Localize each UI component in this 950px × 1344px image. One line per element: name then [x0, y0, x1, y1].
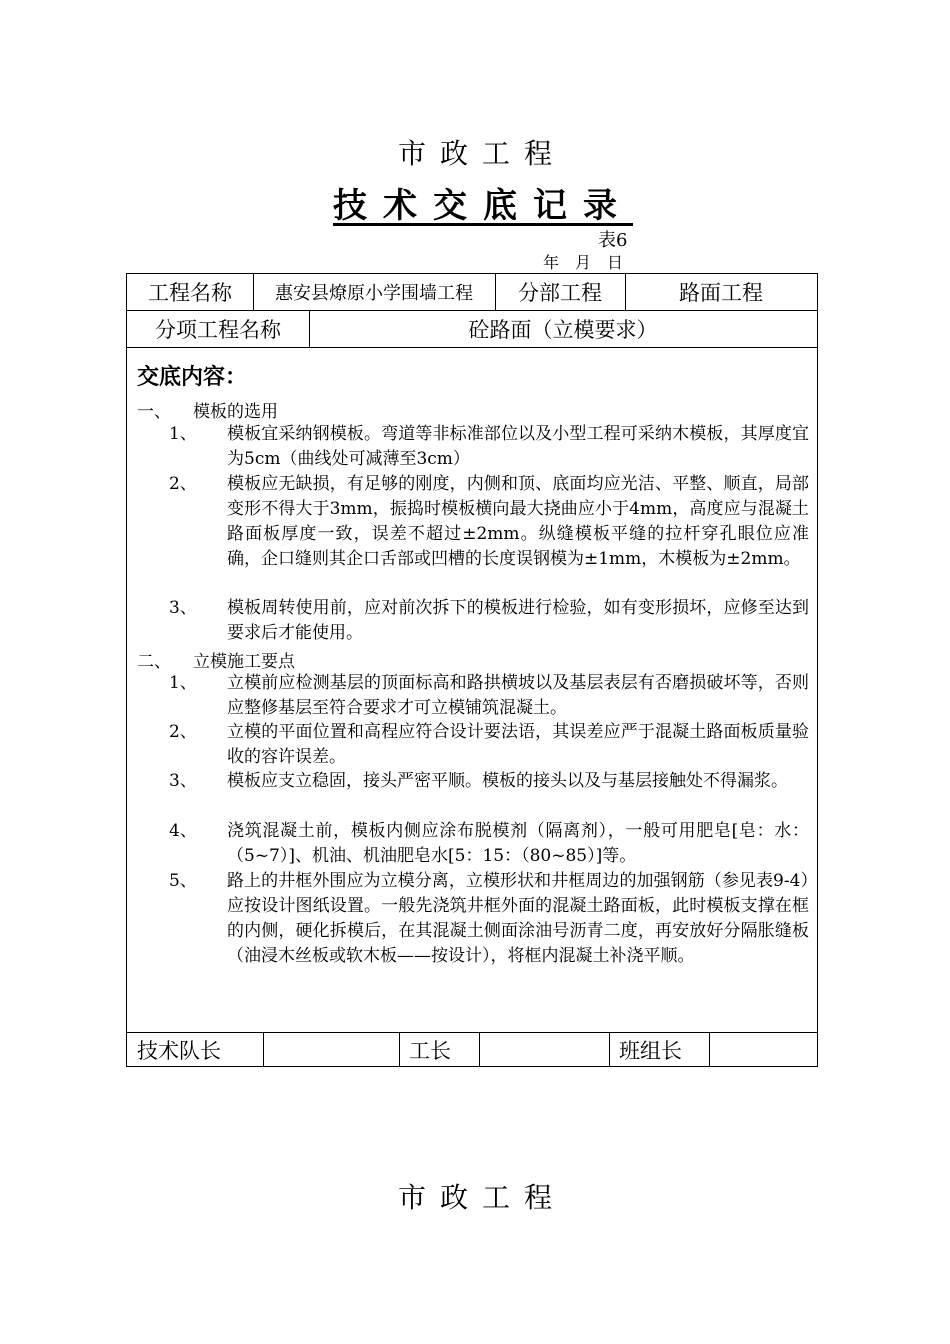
list-item [169, 869, 809, 969]
foreman-signature[interactable] [479, 1033, 609, 1067]
list-item [169, 422, 809, 472]
section-title: 模板的选用 [193, 402, 278, 422]
footer-category: 市政工程 [397, 1181, 566, 1214]
date-month: 月 [575, 253, 594, 272]
project-name-label: 工程名称 [148, 281, 232, 305]
team-leader-signature[interactable] [709, 1033, 817, 1067]
content-area [127, 348, 817, 1032]
subitem-row [127, 311, 817, 348]
section-number: 一、 [137, 402, 171, 422]
item-text: 立模前应检测基层的顶面标高和路拱横坡以及基层表层有否磨损破坏等，否则应整修基层至符合要求才可立模铺筑混凝土。 [227, 673, 809, 718]
item-number: 5、 [169, 871, 197, 891]
tech-lead-label: 技术队长 [137, 1039, 221, 1063]
item-text: 模板宜采纳钢模板。弯道等非标准部位以及小型工程可采纳木模板，其厚度宜为5cm（曲线处可减薄至3cm） [227, 424, 809, 469]
item-number: 2、 [169, 474, 197, 494]
item-text: 模板周转使用前，应对前次拆下的模板进行检验，如有变形损坏，应修至达到要求后才能使用。 [227, 598, 809, 643]
item-number: 3、 [169, 771, 197, 791]
date-day: 日 [607, 253, 626, 272]
item-text: 路上的井框外围应为立模分离，立模形状和井框周边的加强钢筋（参见表9-4）应按设计图纸设置。一般先浇筑井框外面的混凝土路面板，此时模板支撑在框的内侧，硬化拆模后，在其混凝土侧面涂油号沥青二度，再安放好分隔胀缝板（油浸木丝板或软木板——按设计），将框内混凝土补浇平顺。 [227, 871, 809, 966]
section-title: 立模施工要点 [193, 652, 295, 672]
item-number: 1、 [169, 424, 197, 444]
item-number: 1、 [169, 673, 197, 693]
subitem-value: 砼路面（立模要求） [468, 318, 658, 342]
item-number: 3、 [169, 598, 197, 618]
signature-row [127, 1032, 817, 1067]
header-category: 市政工程 [397, 137, 566, 170]
section-heading [137, 397, 278, 422]
item-text: 模板应支立稳固，接头严密平顺。模板的接头以及与基层接触处不得漏浆。 [227, 771, 788, 791]
date-line [543, 250, 639, 273]
date-year: 年 [543, 253, 562, 272]
list-item [169, 671, 809, 721]
foreman-label: 工长 [409, 1039, 451, 1063]
content-title: 交底内容： [137, 364, 248, 390]
section-heading [137, 647, 295, 672]
record-table [126, 273, 818, 1067]
project-name-value: 惠安县燎原小学围墙工程 [275, 283, 473, 304]
list-item [169, 769, 809, 794]
item-text: 浇筑混凝土前，模板内侧应涂布脱模剂（隔离剂），一般可用肥皂[皂：水：（5~7）]、机油、机油肥皂水[5：15：（80~85）]等。 [227, 821, 809, 866]
list-item [169, 819, 809, 869]
document-title-text: 技术交底记录 [333, 186, 633, 226]
division-label: 分部工程 [518, 281, 602, 305]
item-text: 立模的平面位置和高程应符合设计要法语，其误差应严于混凝土路面板质量验收的容许误差。 [227, 722, 809, 767]
project-info-row [127, 274, 817, 311]
list-item [169, 720, 809, 770]
tech-lead-signature[interactable] [263, 1033, 399, 1067]
table-number: 表6 [598, 230, 628, 251]
item-number: 4、 [169, 821, 197, 841]
section-number: 二、 [137, 652, 171, 672]
division-value: 路面工程 [679, 281, 763, 305]
item-number: 2、 [169, 722, 197, 742]
document-title [0, 178, 950, 227]
list-item [169, 472, 809, 572]
item-text: 模板应无缺损，有足够的刚度，内侧和顶、底面均应光洁、平整、顺直，局部变形不得大于3mm，振捣时模板横向最大挠曲应小于4mm，高度应与混凝土路面板厚度一致，误差不超过±2mm。纵缝模板平缝的拉杆穿孔眼位应准确，企口缝则其企口舌部或凹槽的长度误钢模为±1mm，木模板为±2mm。 [227, 474, 809, 569]
subitem-label: 分项工程名称 [155, 318, 281, 342]
team-leader-label: 班组长 [619, 1039, 682, 1063]
list-item [169, 596, 809, 646]
